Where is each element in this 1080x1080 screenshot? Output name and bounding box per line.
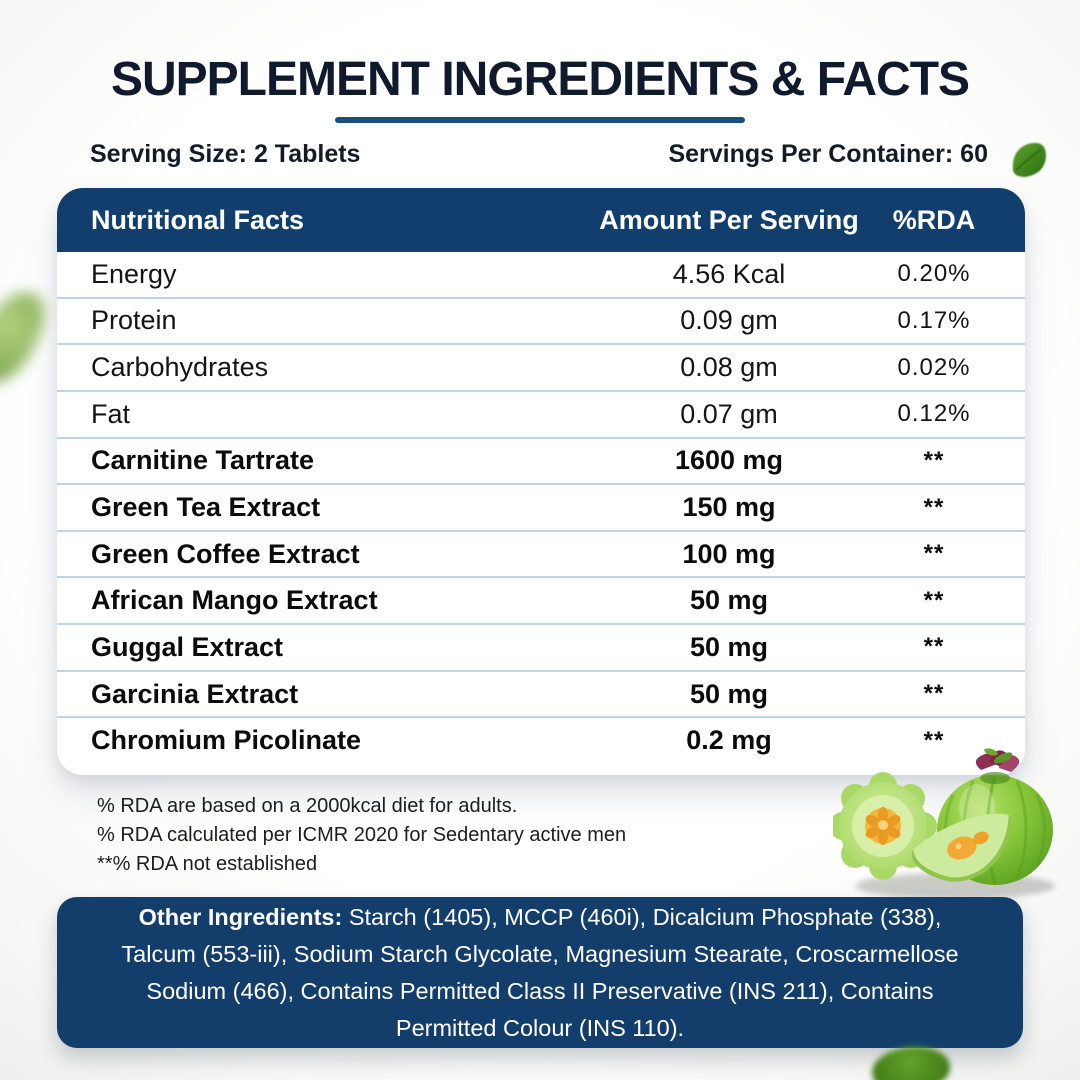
table-row xyxy=(57,252,1025,299)
other-ingredients-list: Starch (1405), MCCP (460i), Dicalcium Phosphate (338), Talcum (553-iii), Sodium Starch Glycolate, Magnesium Stearate, Croscarmellose Sodium (466), Contains Permitted Class II Preservative (INS 211), Contains Permitted Colour (INS 110). xyxy=(121,903,959,1041)
table-cell-rda: 0.02% xyxy=(897,353,971,381)
table-cell-rda: 0.17% xyxy=(897,306,971,334)
table-row xyxy=(57,578,1025,625)
table-cell-rda: ** xyxy=(923,493,945,521)
title-underline xyxy=(335,117,745,123)
table-cell-rda: 0.20% xyxy=(897,260,971,288)
table-cell-amount: 0.07 gm xyxy=(680,398,778,429)
table-row xyxy=(57,345,1025,392)
other-ingredients-text xyxy=(99,899,981,1047)
footnote-line: **% RDA not established xyxy=(97,853,318,875)
table-cell-name: Carbohydrates xyxy=(91,352,269,383)
table-cell-name: Guggal Extract xyxy=(91,631,284,662)
other-ingredients-box xyxy=(57,897,1023,1048)
table-cell-rda: ** xyxy=(923,540,945,568)
header-rda: %RDA xyxy=(892,204,976,235)
table-cell-amount: 0.2 mg xyxy=(686,725,772,756)
left-leaf-icon xyxy=(0,281,54,393)
table-cell-rda: ** xyxy=(923,680,945,708)
table-body xyxy=(57,252,1025,763)
table-cell-rda: ** xyxy=(923,446,945,474)
table-cell-amount: 0.09 gm xyxy=(680,305,778,336)
servings-per-container-label: Servings Per Container: 60 xyxy=(668,140,988,168)
table-cell-name: Garcinia Extract xyxy=(91,678,299,709)
table-cell-rda: ** xyxy=(923,633,945,661)
table-cell-name: Green Tea Extract xyxy=(91,492,321,523)
table-cell-rda: ** xyxy=(923,586,945,614)
table-row xyxy=(57,532,1025,579)
footnote-line: % RDA are based on a 2000kcal diet for adults. xyxy=(97,795,518,817)
table-cell-amount: 150 mg xyxy=(682,492,776,523)
table-row xyxy=(57,439,1025,486)
serving-info-row xyxy=(90,140,988,169)
serving-size-label: Serving Size: 2 Tablets xyxy=(90,140,361,168)
table-cell-amount: 0.08 gm xyxy=(680,352,778,383)
table-row xyxy=(57,625,1025,672)
footnotes xyxy=(97,792,626,879)
header-amount-per-serving: Amount Per Serving xyxy=(599,204,859,235)
table-cell-name: Chromium Picolinate xyxy=(91,725,362,756)
table-cell-name: Fat xyxy=(91,398,131,429)
table-cell-amount: 50 mg xyxy=(689,585,769,616)
table-cell-name: Protein xyxy=(91,305,177,336)
table-cell-rda: ** xyxy=(923,726,945,754)
table-cell-name: Green Coffee Extract xyxy=(91,538,360,569)
table-cell-rda: 0.12% xyxy=(897,400,971,428)
header-nutritional-facts: Nutritional Facts xyxy=(91,204,305,235)
top-right-leaf-icon xyxy=(1010,141,1048,179)
table-cell-amount: 50 mg xyxy=(689,678,769,709)
table-cell-name: Carnitine Tartrate xyxy=(91,445,315,476)
table-cell-amount: 100 mg xyxy=(682,538,776,569)
table-cell-name: African Mango Extract xyxy=(91,585,378,616)
table-cell-amount: 4.56 Kcal xyxy=(672,258,786,289)
table-row xyxy=(57,392,1025,439)
table-cell-amount: 50 mg xyxy=(689,631,769,662)
table-cell-name: Energy xyxy=(91,258,177,289)
garcinia-fruit-image xyxy=(833,734,1080,906)
nutrition-facts-card xyxy=(57,188,1025,775)
fruit-stem xyxy=(976,747,1019,772)
page-title: SUPPLEMENT INGREDIENTS & FACTS xyxy=(110,53,970,106)
bottom-leaf-icon xyxy=(870,1043,952,1080)
other-ingredients-label: Other Ingredients: xyxy=(138,903,343,930)
table-header xyxy=(57,188,1025,252)
footnote-line: % RDA calculated per ICMR 2020 for Sedentary active men xyxy=(97,824,627,846)
table-row xyxy=(57,299,1025,346)
table-row xyxy=(57,672,1025,719)
table-row xyxy=(57,485,1025,532)
table-cell-amount: 1600 mg xyxy=(674,445,784,476)
